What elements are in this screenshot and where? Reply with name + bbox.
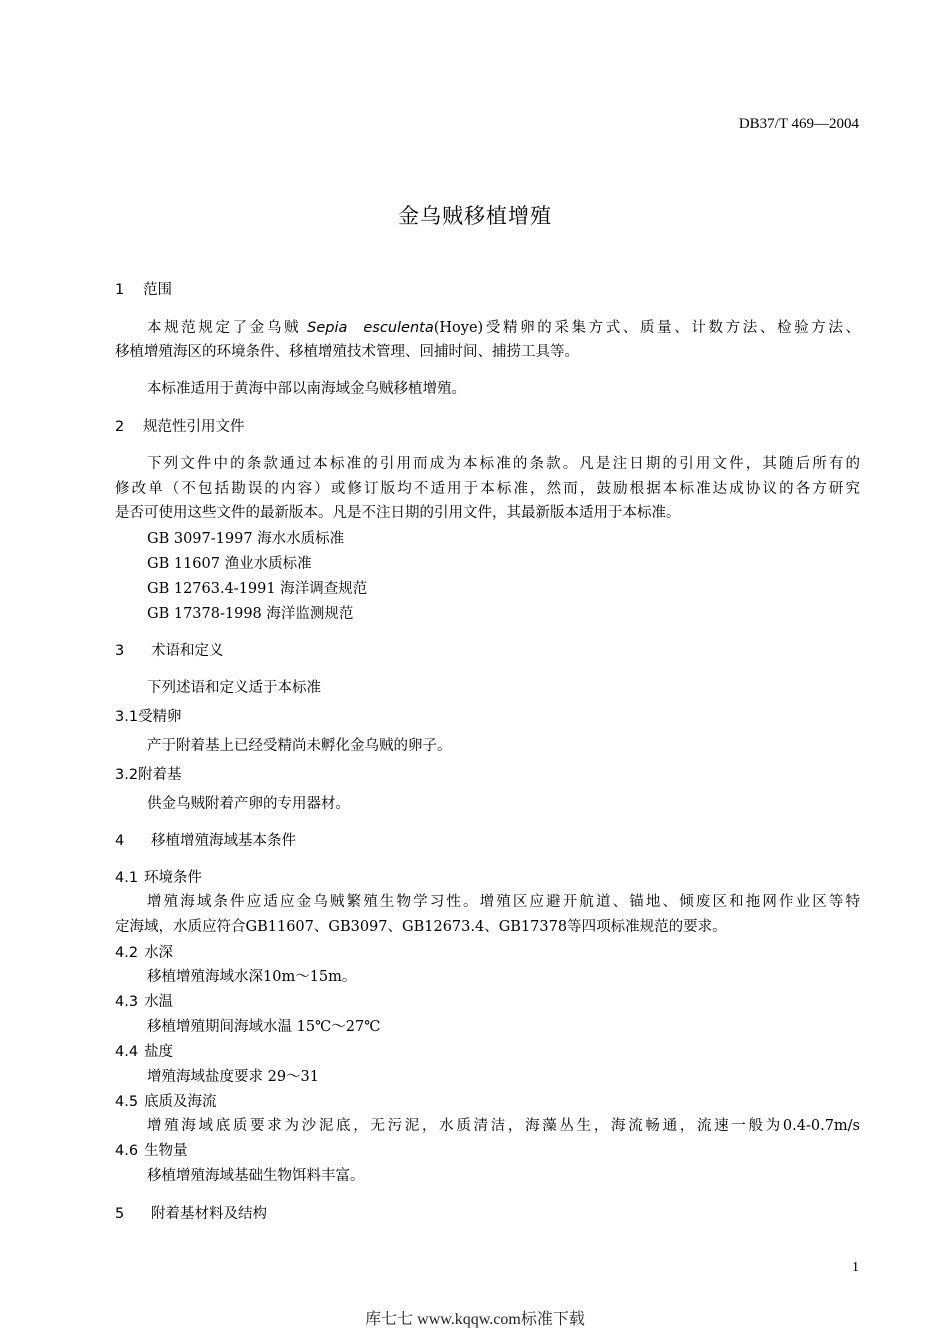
reference-item: GB 11607 渔业水质标准 [147,556,312,572]
section-number: 3 [115,643,125,659]
clause-number: 4.4 [115,1044,139,1060]
reference-item: GB 17378-1998 海洋监测规范 [147,606,354,622]
clause-number: 4.2 [115,945,139,961]
section-number: 1 [115,282,125,298]
section-title: 附着基材料及结构 [151,1206,267,1222]
text-run: (Hoye)受精卵的采集方式、质量、计数方法、检验方法、 [433,320,860,336]
term-number: 3.2 [115,767,139,783]
clause-4-6-heading [115,1139,188,1160]
term-3-1-heading [115,705,182,726]
term-3-1-definition: 产于附着基上已经受精尚未孵化金乌贼的卵子。 [147,738,452,754]
clause-title: 生物量 [144,1143,188,1159]
clause-number: 4.6 [115,1143,139,1159]
section-1-heading [115,278,172,299]
term-name: 附着基 [138,767,182,783]
section-5-heading [115,1202,267,1223]
reference-item: GB 3097-1997 海水水质标准 [147,531,345,547]
document-title: 金乌贼移植增殖 [398,204,552,228]
section-number: 2 [115,419,125,435]
clause-number: 4.3 [115,994,139,1010]
section-number: 4 [115,833,125,849]
section-title: 规范性引用文件 [143,419,245,435]
standard-code: DB37/T 469—2004 [738,116,859,132]
term-number: 3.1 [115,709,139,725]
clause-title: 环境条件 [144,870,203,886]
text-run: 本规范规定了金乌贼 [147,320,302,336]
page-number: 1 [852,1260,859,1275]
clause-title: 水温 [144,994,174,1010]
clause-4-5-text: 增殖海域底质要求为沙泥底，无污泥，水质清洁，海藻丛生，海流畅通，流速一般为0.4-0.7m/s [147,1118,860,1134]
clause-4-6-text: 移植增殖海域基础生物饵料丰富。 [147,1168,365,1184]
clause-number: 4.1 [115,870,139,886]
section-title: 术语和定义 [151,643,224,659]
section-2-paragraph-line-1: 下列文件中的条款通过本标准的引用而成为本标准的条款。凡是注日期的引用文件，其随后所有的 [147,456,860,472]
section-title: 范围 [143,282,172,298]
section-2-heading [115,415,245,436]
clause-4-3-text: 移植增殖期间海域水温 15℃～27℃ [147,1019,381,1035]
clause-4-1-text-line-2: 定海域，水质应符合GB11607、GB3097、GB12673.4、GB17378等四项标准规范的要求。 [115,919,727,935]
term-name: 受精卵 [138,709,182,725]
section-1-paragraph-1-line-1 [147,316,860,337]
section-3-intro: 下列述语和定义适于本标准 [147,680,321,696]
term-3-2-heading [115,763,182,784]
clause-title: 盐度 [144,1044,174,1060]
clause-4-2-heading [115,941,173,962]
term-3-2-definition: 供金乌贼附着产卵的专用器材。 [147,796,350,812]
section-1-paragraph-1-line-2: 移植增殖海区的环境条件、移植增殖技术管理、回捕时间、捕捞工具等。 [115,344,579,360]
clause-4-4-heading [115,1040,173,1061]
reference-item: GB 12763.4-1991 海洋调查规范 [147,581,368,597]
clause-4-1-text-line-1: 增殖海域条件应适应金乌贼繁殖生物学习性。增殖区应避开航道、锚地、倾废区和拖网作业区等特 [147,894,860,910]
genus-name: Sepia [307,320,348,336]
section-3-heading [115,639,224,660]
clause-4-4-text: 增殖海域盐度要求 29～31 [147,1069,320,1085]
section-1-paragraph-2: 本标准适用于黄海中部以南海域金乌贼移植增殖。 [147,381,466,397]
clause-4-5-heading [115,1090,217,1111]
species-name: esculenta [363,320,434,336]
section-2-paragraph-line-3: 是否可使用这些文件的最新版本。凡是不注日期的引用文件，其最新版本适用于本标准。 [115,505,681,521]
clause-4-2-text: 移植增殖海域水深10m～15m。 [147,969,357,985]
section-2-paragraph-line-2: 修改单（不包括勘误的内容）或修订版均不适用于本标准，然而，鼓励根据本标准达成协议的各方研究 [115,481,860,497]
clause-4-1-heading [115,866,202,887]
clause-number: 4.5 [115,1094,139,1110]
footer-watermark: 库七七 www.kqqw.com标准下载 [365,1311,585,1328]
clause-4-3-heading [115,990,173,1011]
clause-title: 底质及海流 [144,1094,217,1110]
section-number: 5 [115,1206,125,1222]
section-4-heading [115,829,296,850]
section-title: 移植增殖海域基本条件 [151,833,296,849]
clause-title: 水深 [144,945,174,961]
